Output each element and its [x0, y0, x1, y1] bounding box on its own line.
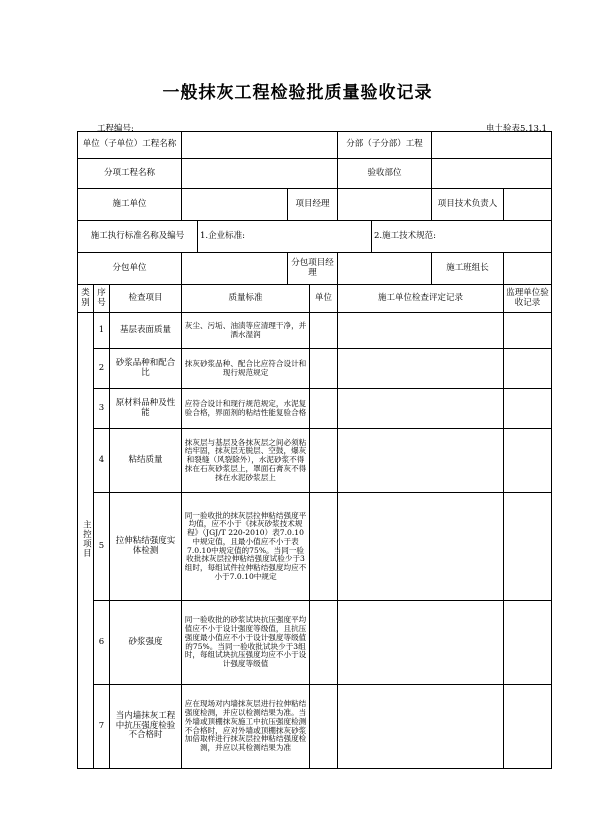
item-supervision-record[interactable] [504, 601, 552, 685]
project-manager-value[interactable] [338, 189, 432, 221]
item-unit[interactable] [310, 389, 338, 429]
subitem-label: 分项工程名称 [78, 159, 182, 189]
tech-spec-label: 2.施工技术规范: [372, 221, 552, 253]
item-unit[interactable] [310, 313, 338, 349]
item-seq: 5 [94, 493, 110, 601]
item-standard: 抹灰砂浆品种、配合比应符合设计和现行规范规定 [182, 349, 310, 389]
acceptance-part-value[interactable] [432, 159, 552, 189]
item-unit[interactable] [310, 685, 338, 769]
col-construction-record: 施工单位检查评定记录 [338, 285, 504, 313]
row-unit-project [78, 132, 552, 159]
table-row [78, 493, 552, 601]
table-row [78, 389, 552, 429]
division-label: 分部（子分部）工程 [338, 132, 432, 159]
table-row [78, 313, 552, 349]
item-standard: 灰尘、污垢、油渍等应清理干净，并洒水湿润 [182, 313, 310, 349]
row-construction-unit [78, 189, 552, 221]
main-category-cell [78, 313, 94, 769]
item-standard: 抹灰层与基层及各抹灰层之间必须粘结牢固，抹灰层无脱层、空鼓，爆灰和裂缝（风裂除外），水泥砂浆不得抹在石灰砂浆层上，罩面石膏灰不得抹在水泥砂浆层上 [182, 429, 310, 493]
item-unit[interactable] [310, 349, 338, 389]
col-unit: 单位 [310, 285, 338, 313]
enterprise-std-label: 1.企业标准: [198, 221, 372, 253]
item-unit[interactable] [310, 493, 338, 601]
sub-pm-value[interactable] [338, 253, 432, 285]
item-name: 粘结质量 [110, 429, 182, 493]
item-supervision-record[interactable] [504, 429, 552, 493]
col-quality-std: 质量标准 [182, 285, 310, 313]
item-seq: 2 [94, 349, 110, 389]
col-check-item: 检查项目 [110, 285, 182, 313]
division-value[interactable] [432, 132, 552, 159]
table-row [78, 349, 552, 389]
item-standard: 同一验收批的砂浆试块抗压强度平均值应不小于设计强度等级值，且抗压强度最小值应不小于设计强度等级值的75%。当同一验收批试块少于3组时，每组试块抗压强度均应不小于设计强度等级值 [182, 601, 310, 685]
acceptance-form-table [77, 131, 552, 769]
acceptance-part-label: 验收部位 [338, 159, 432, 189]
item-standard: 同一验收批的抹灰层拉伸粘结强度平均值，应不小于《抹灰砂浆技术规程》（JGJ/T 220-2010）表7.0.10中规定值，且最小值应不小于表7.0.10中规定值的75%。当同一验收批抹灰层拉伸粘结强度试验少于3组时，每组试件拉伸粘结强度均应不小于7.0.10中规定 [182, 493, 310, 601]
row-subitem [78, 159, 552, 189]
col-seq: 序号 [94, 285, 110, 313]
table-row [78, 429, 552, 493]
item-standard: 应符合设计和现行规范规定，水泥复验合格，界面剂的粘结性能复验合格 [182, 389, 310, 429]
tech-lead-label: 项目技术负责人 [432, 189, 504, 221]
item-name: 当内墙抹灰工程中抗压强度检验不合格时 [110, 685, 182, 769]
item-seq: 4 [94, 429, 110, 493]
item-construction-record[interactable] [338, 601, 504, 685]
item-supervision-record[interactable] [504, 349, 552, 389]
item-name: 砂浆强度 [110, 601, 182, 685]
item-seq: 3 [94, 389, 110, 429]
unit-project-label: 单位（子单位）工程名称 [78, 132, 182, 159]
item-name: 砂浆品种和配合比 [110, 349, 182, 389]
item-seq: 6 [94, 601, 110, 685]
col-category: 类别 [78, 285, 94, 313]
item-unit[interactable] [310, 429, 338, 493]
construction-unit-value[interactable] [182, 189, 288, 221]
item-construction-record[interactable] [338, 429, 504, 493]
item-supervision-record[interactable] [504, 685, 552, 769]
item-supervision-record[interactable] [504, 493, 552, 601]
item-standard: 应在现场对内墙抹灰层进行拉伸粘结强度检测，并应以检测结果为准。当外墙或顶棚抹灰施工中抗压强度检测不合格时，应对外墙或顶棚抹灰砂浆加倍取样进行抹灰层拉伸粘结强度检测，并应以其检测结果为准 [182, 685, 310, 769]
main-category-label: 主控项目 [81, 519, 92, 558]
team-leader-value[interactable] [504, 253, 552, 285]
team-leader-label: 施工班组长 [432, 253, 504, 285]
item-construction-record[interactable] [338, 493, 504, 601]
item-seq: 7 [94, 685, 110, 769]
row-column-headers [78, 285, 552, 313]
item-supervision-record[interactable] [504, 313, 552, 349]
item-name: 基层表面质量 [110, 313, 182, 349]
construction-unit-label: 施工单位 [78, 189, 182, 221]
subcontractor-label: 分包单位 [78, 253, 182, 285]
item-name: 拉伸粘结强度实体检测 [110, 493, 182, 601]
page-title: 一般抹灰工程检验批质量验收记录 [162, 83, 433, 103]
subcontractor-value[interactable] [182, 253, 288, 285]
unit-project-value[interactable] [182, 132, 338, 159]
form-code: 电土验表5.13.1 [485, 124, 547, 134]
project-code-label: 工程编号: [97, 124, 134, 134]
sub-pm-label: 分包项目经理 [288, 253, 338, 285]
table-row [78, 601, 552, 685]
row-subcontractor [78, 253, 552, 285]
item-seq: 1 [94, 313, 110, 349]
standard-label: 施工执行标准名称及编号 [78, 221, 198, 253]
item-construction-record[interactable] [338, 313, 504, 349]
row-standard [78, 221, 552, 253]
item-construction-record[interactable] [338, 389, 504, 429]
subitem-value[interactable] [182, 159, 338, 189]
item-construction-record[interactable] [338, 349, 504, 389]
table-row [78, 685, 552, 769]
tech-lead-value[interactable] [504, 189, 552, 221]
item-name: 原材料品种及性能 [110, 389, 182, 429]
item-supervision-record[interactable] [504, 389, 552, 429]
project-manager-label: 项目经理 [288, 189, 338, 221]
col-supervision-record: 监理单位验收记录 [504, 285, 552, 313]
item-construction-record[interactable] [338, 685, 504, 769]
item-unit[interactable] [310, 601, 338, 685]
